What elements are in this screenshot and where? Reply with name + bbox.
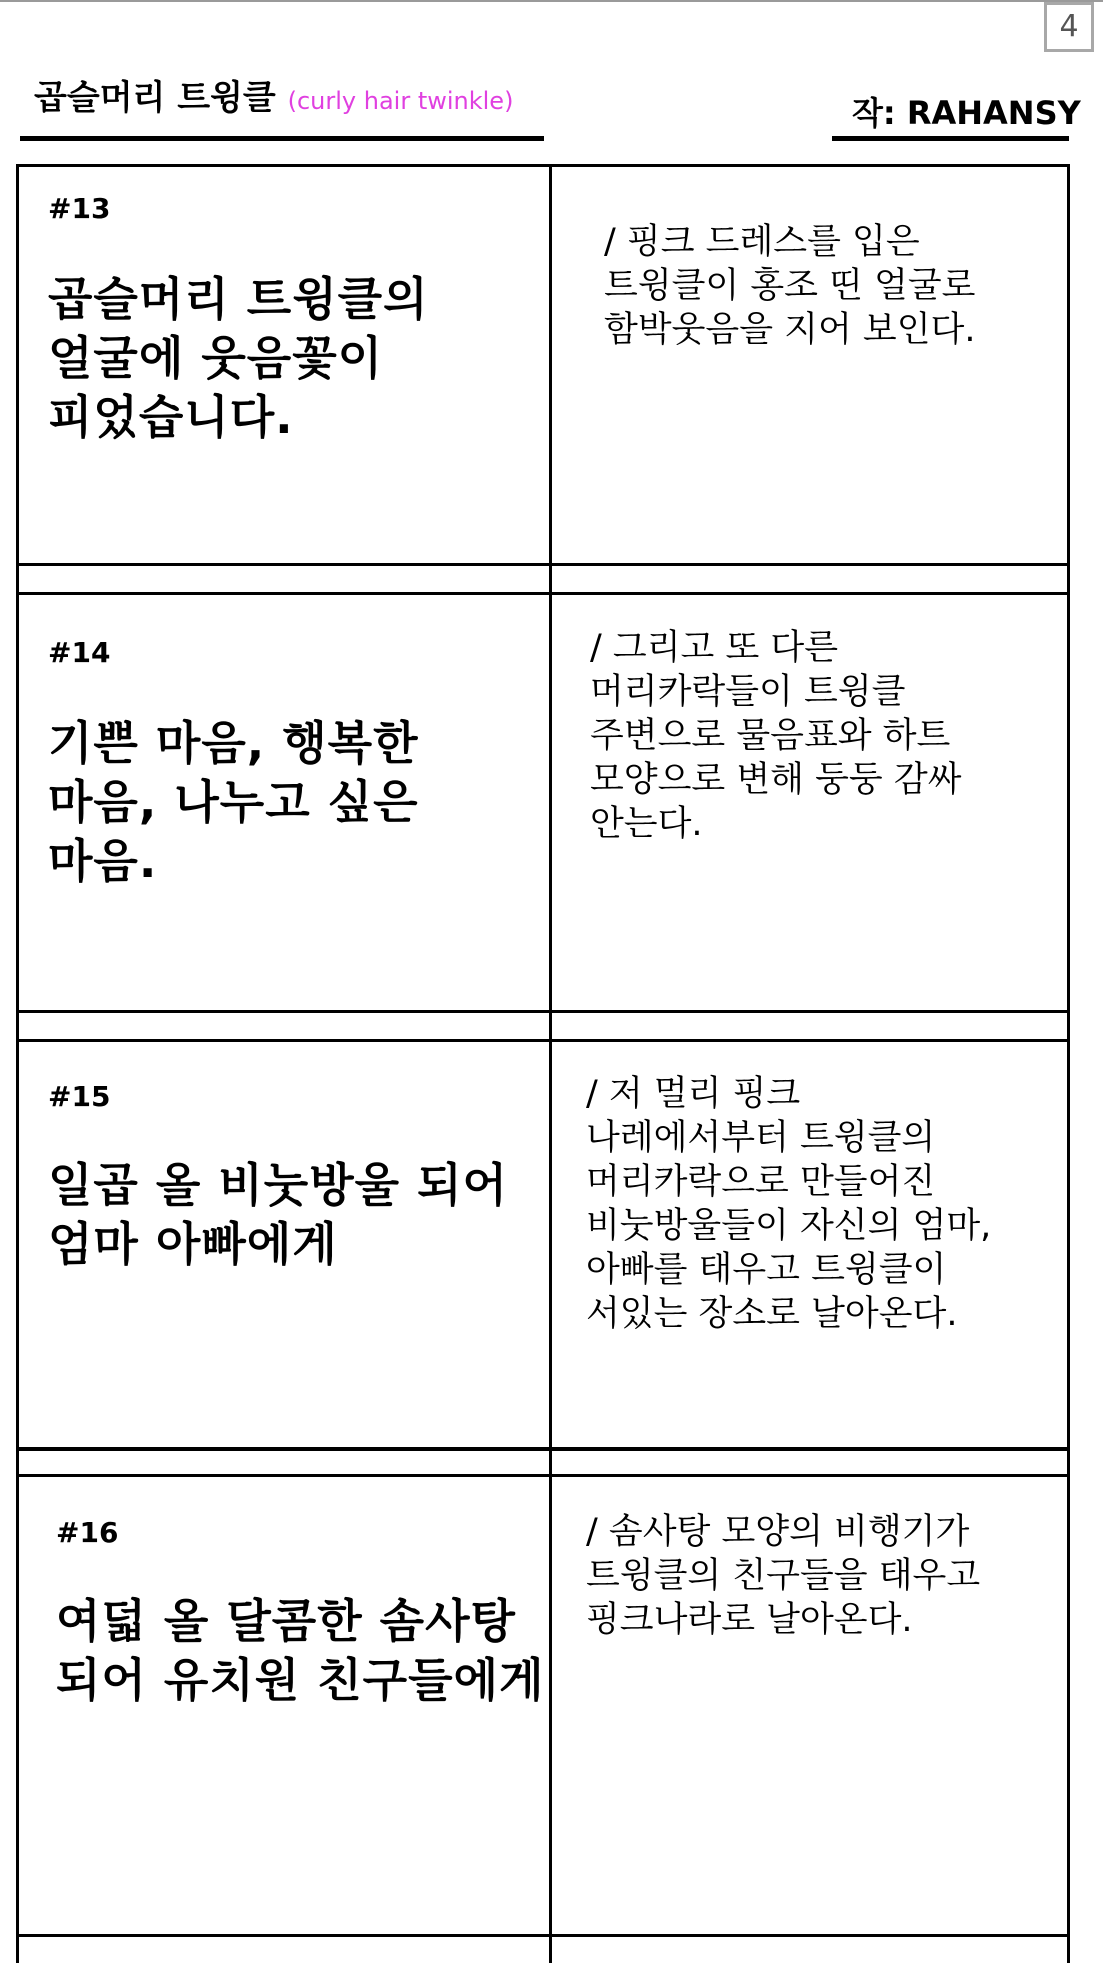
grid-line	[16, 1934, 1070, 1937]
grid-line	[549, 164, 552, 1963]
scene-narration: 여덟 올 달콤한 솜사탕 되어 유치원 친구들에게	[56, 1594, 545, 1707]
storyboard-title	[34, 70, 513, 119]
scene-number: #16	[56, 1516, 119, 1549]
scene-number: #15	[48, 1080, 111, 1113]
grid-line	[16, 1474, 1070, 1477]
page-number: 4	[1044, 2, 1094, 52]
grid-line	[16, 164, 19, 1963]
grid-line	[16, 592, 1070, 595]
grid-line	[16, 1010, 1070, 1013]
top-rule	[0, 0, 1103, 2]
scene-narration: 곱슬머리 트윙클의 얼굴에 웃음꽃이 피었습니다.	[48, 272, 429, 444]
scene-direction: / 핑크 드레스를 입은 트윙클이 홍조 띤 얼굴로 함박웃음을 지어 보인다.	[604, 222, 976, 350]
grid-line	[16, 563, 1070, 566]
scene-direction: / 저 멀리 핑크 나레에서부터 트윙클의 머리카락으로 만들어진 비눗방울들이 자신의 엄마, 아빠를 태우고 트윙클이 서있는 장소로 날아온다.	[586, 1074, 992, 1334]
grid-line	[16, 164, 1070, 167]
grid-line	[16, 1447, 1070, 1451]
scene-direction: / 그리고 또 다른 머리카락들이 트윙클 주변으로 물음표와 하트 모양으로 변해 둥둥 감싸 안는다.	[590, 628, 962, 844]
title-subtitle: (curly hair twinkle)	[287, 87, 514, 115]
scene-narration: 일곱 올 비눗방울 되어 엄마 아빠에게	[48, 1158, 508, 1271]
scene-number: #13	[48, 192, 111, 225]
grid-line	[16, 1039, 1070, 1042]
title-text: 곱슬머리 트윙클	[34, 78, 276, 118]
scene-direction: / 솜사탕 모양의 비행기가 트윙클의 친구들을 태우고 핑크나라로 날아온다.	[586, 1512, 981, 1640]
storyboard-grid	[16, 164, 1070, 1963]
title-underline	[20, 136, 544, 141]
author-credit: 작: RAHANSY	[852, 94, 1081, 132]
author-underline	[832, 136, 1069, 141]
grid-line	[1067, 164, 1070, 1963]
scene-narration: 기쁜 마음, 행복한 마음, 나누고 싶은 마음.	[48, 716, 419, 888]
scene-number: #14	[48, 636, 111, 669]
